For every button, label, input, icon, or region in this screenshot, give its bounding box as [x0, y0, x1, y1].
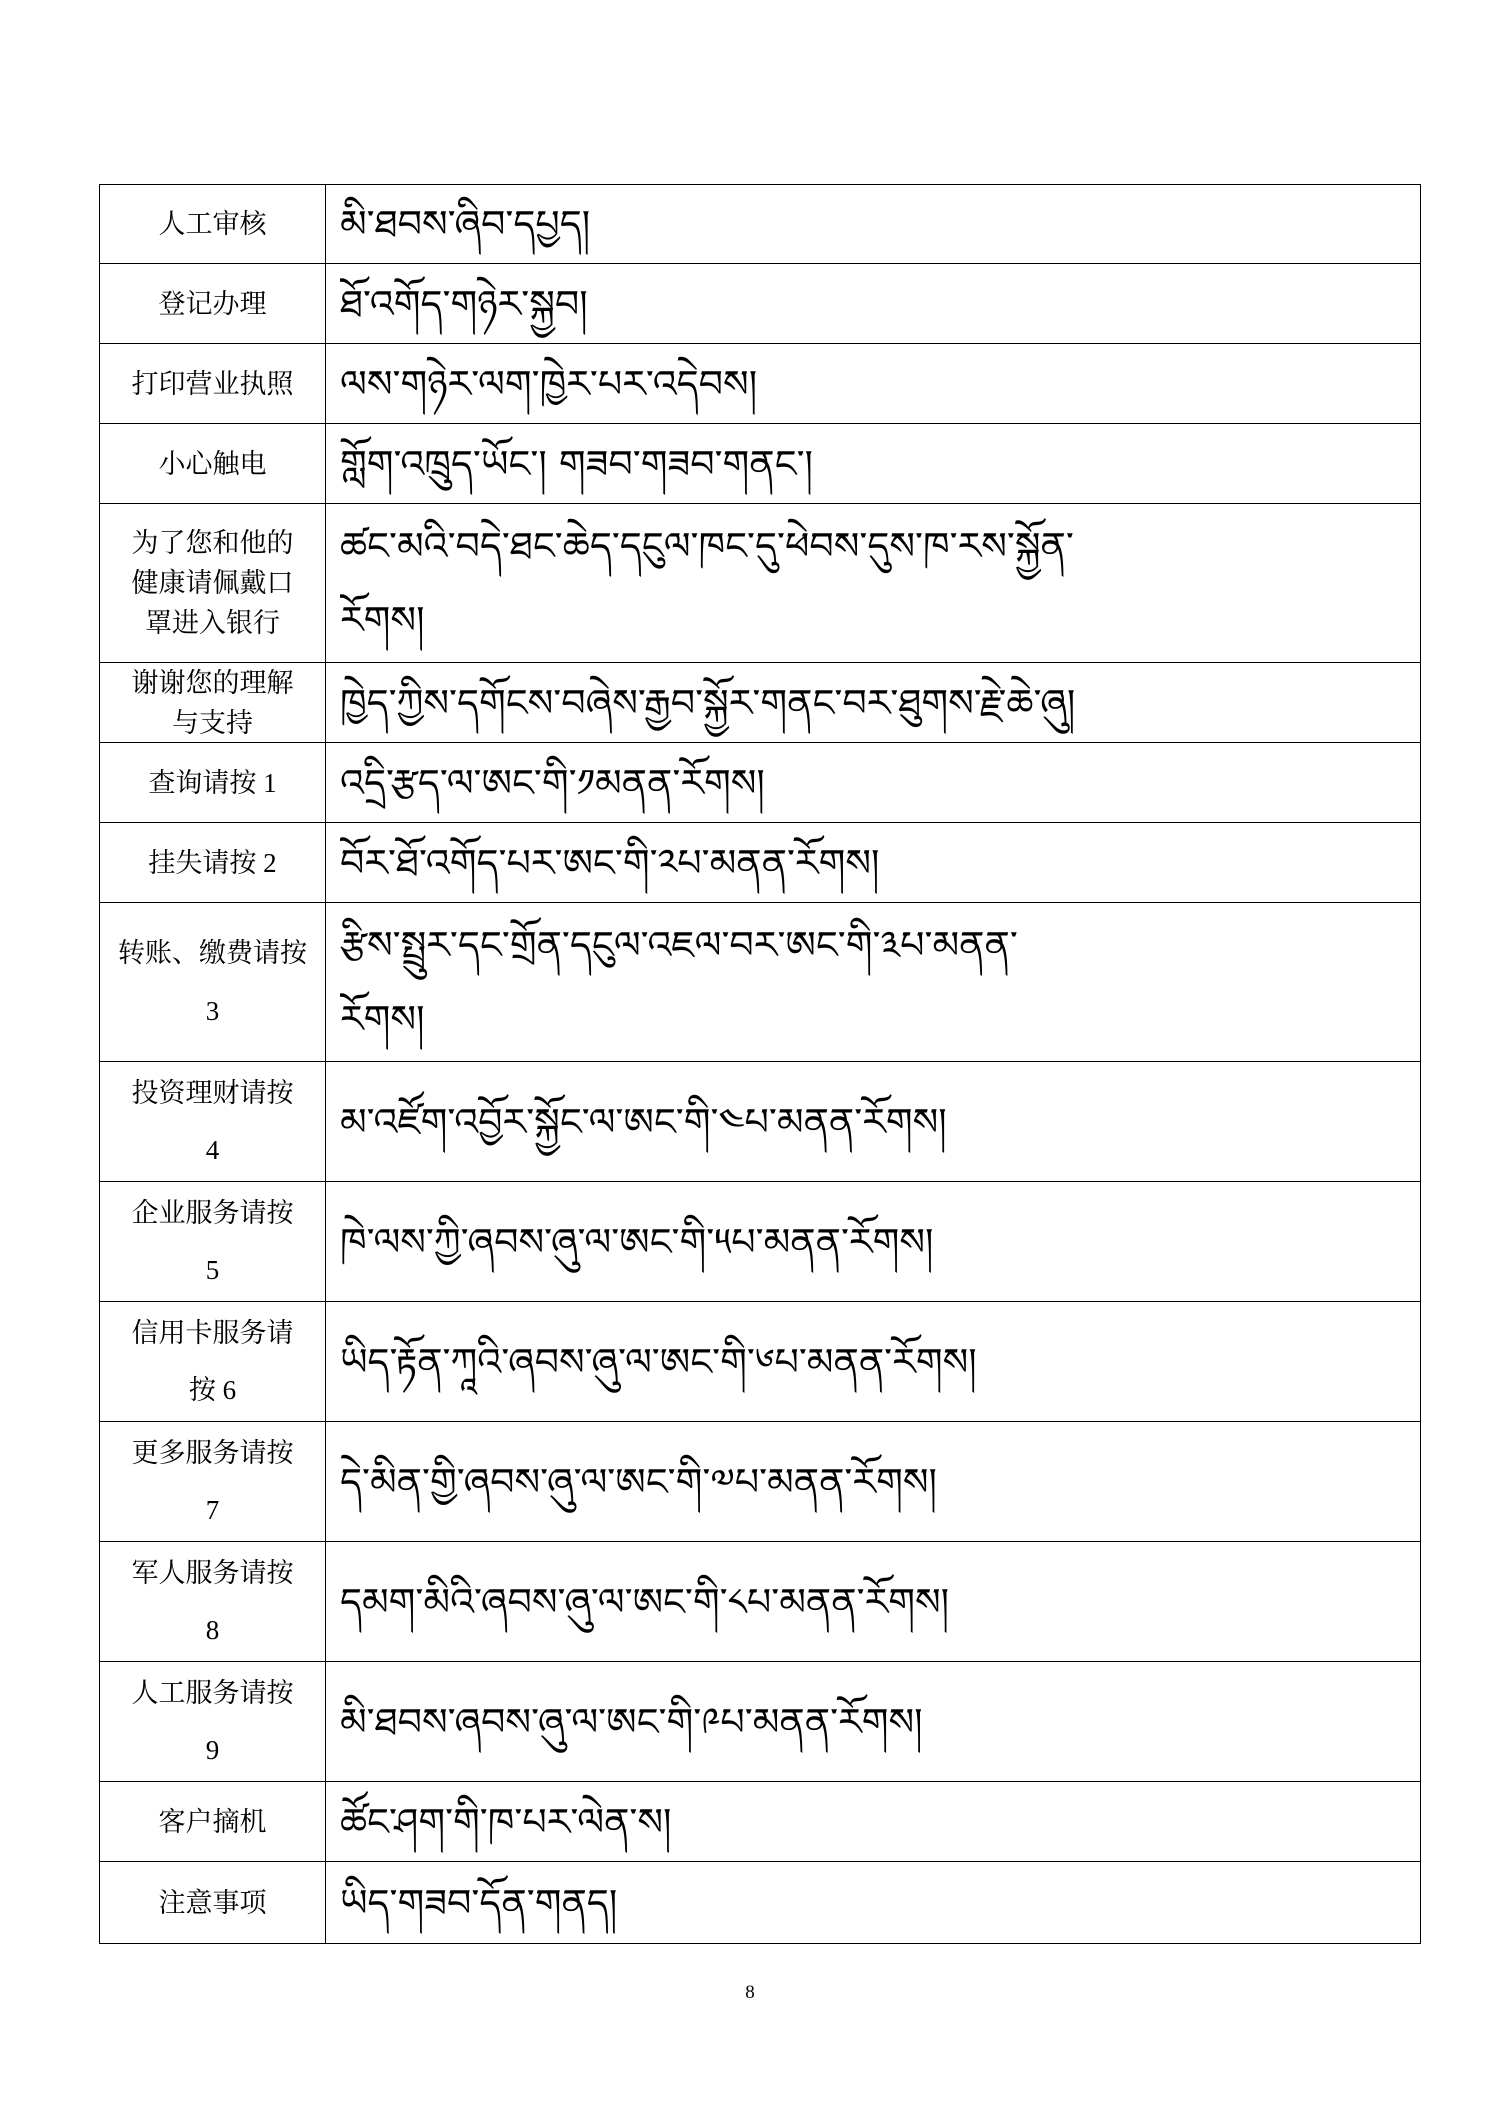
chinese-text: 为了您和他的 健康请佩戴口 罩进入银行 [131, 528, 294, 638]
table-row [100, 185, 1421, 264]
chinese-text: 打印营业执照 [131, 368, 294, 399]
chinese-cell [100, 823, 326, 902]
tibetan-cell [326, 1422, 1421, 1541]
tibetan-text: ཚོང་ཤག་གི་ཁ་པར་ལེན་ས། [340, 1799, 672, 1844]
tibetan-text: རྩིས་སྤྲུར་དང་གྲོན་དངུལ་འཇལ་བར་ཨང་གི་༣པ་མནན་ རོགས། [340, 923, 1018, 1041]
table-row [100, 1422, 1421, 1542]
chinese-text: 军人服务请按 8 [131, 1557, 294, 1645]
tibetan-cell [326, 1662, 1421, 1781]
chinese-cell [100, 1542, 326, 1661]
chinese-cell [100, 1662, 326, 1781]
tibetan-cell [326, 823, 1421, 902]
table-row [100, 344, 1421, 424]
chinese-text: 登记办理 [158, 288, 267, 319]
tibetan-text: གློག་འཁྲུད་ཡོང་། གཟབ་གཟབ་གནང་། [340, 441, 813, 486]
tibetan-text: ཡིད་རྟོན་ཀཱའི་ཞབས་ཞུ་ལ་ཨང་གི་༦པ་མནན་རོགས། [340, 1339, 977, 1384]
chinese-text: 更多服务请按 7 [131, 1437, 294, 1525]
tibetan-cell [326, 504, 1421, 662]
table-row [100, 823, 1421, 903]
chinese-text: 查询请按 1 [148, 767, 277, 798]
tibetan-text: མ་འཛོག་འབྱོར་སྐྱོང་ལ་ཨང་གི་༤པ་མནན་རོགས། [340, 1099, 947, 1144]
chinese-text: 人工服务请按 9 [131, 1677, 294, 1765]
chinese-cell [100, 424, 326, 503]
tibetan-text: མི་ཐབས་ཞབས་ཞུ་ལ་ཨང་གི་༩པ་མནན་རོགས། [340, 1699, 923, 1744]
table-row [100, 1542, 1421, 1662]
tibetan-text: ཡིད་གཟབ་དོན་གནད། [340, 1880, 618, 1925]
table-row [100, 903, 1421, 1062]
table-row [100, 1302, 1421, 1422]
tibetan-cell [326, 1182, 1421, 1301]
table-row [100, 663, 1421, 743]
table-row [100, 424, 1421, 504]
chinese-text: 注意事项 [158, 1887, 267, 1918]
tibetan-text: ཚང་མའི་བདེ་ཐང་ཆེད་དངུལ་ཁང་དུ་ཕེབས་དུས་ཁ་རས་སྐྱོན་ རོགས། [340, 524, 1074, 642]
chinese-text: 挂失请按 2 [148, 847, 277, 878]
tibetan-text: དམག་མིའི་ཞབས་ཞུ་ལ་ཨང་གི་༨པ་མནན་རོགས། [340, 1579, 950, 1624]
table-row [100, 743, 1421, 823]
chinese-cell [100, 1302, 326, 1421]
tibetan-text: ཁེ་ལས་ཀྱི་ཞབས་ཞུ་ལ་ཨང་གི་༥པ་མནན་རོགས། [340, 1219, 934, 1264]
chinese-text: 企业服务请按 5 [131, 1197, 294, 1285]
tibetan-cell [326, 264, 1421, 343]
chinese-text: 转账、缴费请按 3 [118, 938, 307, 1026]
tibetan-text: ཐོ་འགོད་གཉེར་སྐྱབ། [340, 281, 588, 326]
chinese-cell [100, 1182, 326, 1301]
tibetan-cell [326, 1302, 1421, 1421]
chinese-cell [100, 1422, 326, 1541]
tibetan-text: མི་ཐབས་ཞིབ་དཔྱད། [340, 202, 591, 246]
tibetan-cell [326, 1062, 1421, 1181]
tibetan-cell [326, 185, 1421, 263]
table-row [100, 1062, 1421, 1182]
chinese-cell [100, 1782, 326, 1861]
table-row [100, 1662, 1421, 1782]
table-row [100, 264, 1421, 344]
chinese-cell [100, 264, 326, 343]
page-number: 8 [745, 1982, 755, 2003]
chinese-text: 信用卡服务请 按 6 [131, 1317, 294, 1405]
chinese-cell [100, 903, 326, 1061]
chinese-cell [100, 743, 326, 822]
chinese-text: 投资理财请按 4 [131, 1077, 294, 1165]
tibetan-cell [326, 1542, 1421, 1661]
chinese-cell [100, 344, 326, 423]
chinese-text: 人工审核 [158, 209, 267, 239]
table-row [100, 1182, 1421, 1302]
tibetan-text: འདྲི་རྩད་ལ་ཨང་གི་༡མནན་རོགས། [340, 760, 765, 805]
chinese-text: 小心触电 [158, 448, 267, 479]
tibetan-text: ཁྱེད་ཀྱིས་དགོངས་བཞེས་རྒྱབ་སྐྱོར་གནང་བར་ཐུགས་རྗེ་ཆེ་ཞུ། [340, 680, 1076, 725]
chinese-cell [100, 663, 326, 742]
tibetan-cell [326, 743, 1421, 822]
chinese-cell [100, 1062, 326, 1181]
chinese-cell [100, 504, 326, 662]
table-row [100, 1862, 1421, 1944]
tibetan-text: དེ་མིན་གྱི་ཞབས་ཞུ་ལ་ཨང་གི་༧པ་མནན་རོགས། [340, 1459, 937, 1504]
tibetan-cell [326, 903, 1421, 1061]
chinese-cell [100, 1862, 326, 1943]
tibetan-cell [326, 1782, 1421, 1861]
tibetan-cell [326, 663, 1421, 742]
table-row [100, 504, 1421, 663]
bilingual-phrase-table [99, 184, 1421, 1944]
table-row [100, 1782, 1421, 1862]
tibetan-text: བོར་ཐོ་འགོད་པར་ཨང་གི་༢པ་མནན་རོགས། [340, 840, 880, 885]
tibetan-cell [326, 344, 1421, 423]
chinese-cell [100, 185, 326, 263]
chinese-text: 客户摘机 [158, 1806, 267, 1837]
tibetan-cell [326, 1862, 1421, 1943]
tibetan-cell [326, 424, 1421, 503]
chinese-text: 谢谢您的理解 与支持 [131, 667, 294, 738]
tibetan-text: ལས་གཉེར་ལག་ཁྱེར་པར་འདེབས། [340, 361, 758, 406]
